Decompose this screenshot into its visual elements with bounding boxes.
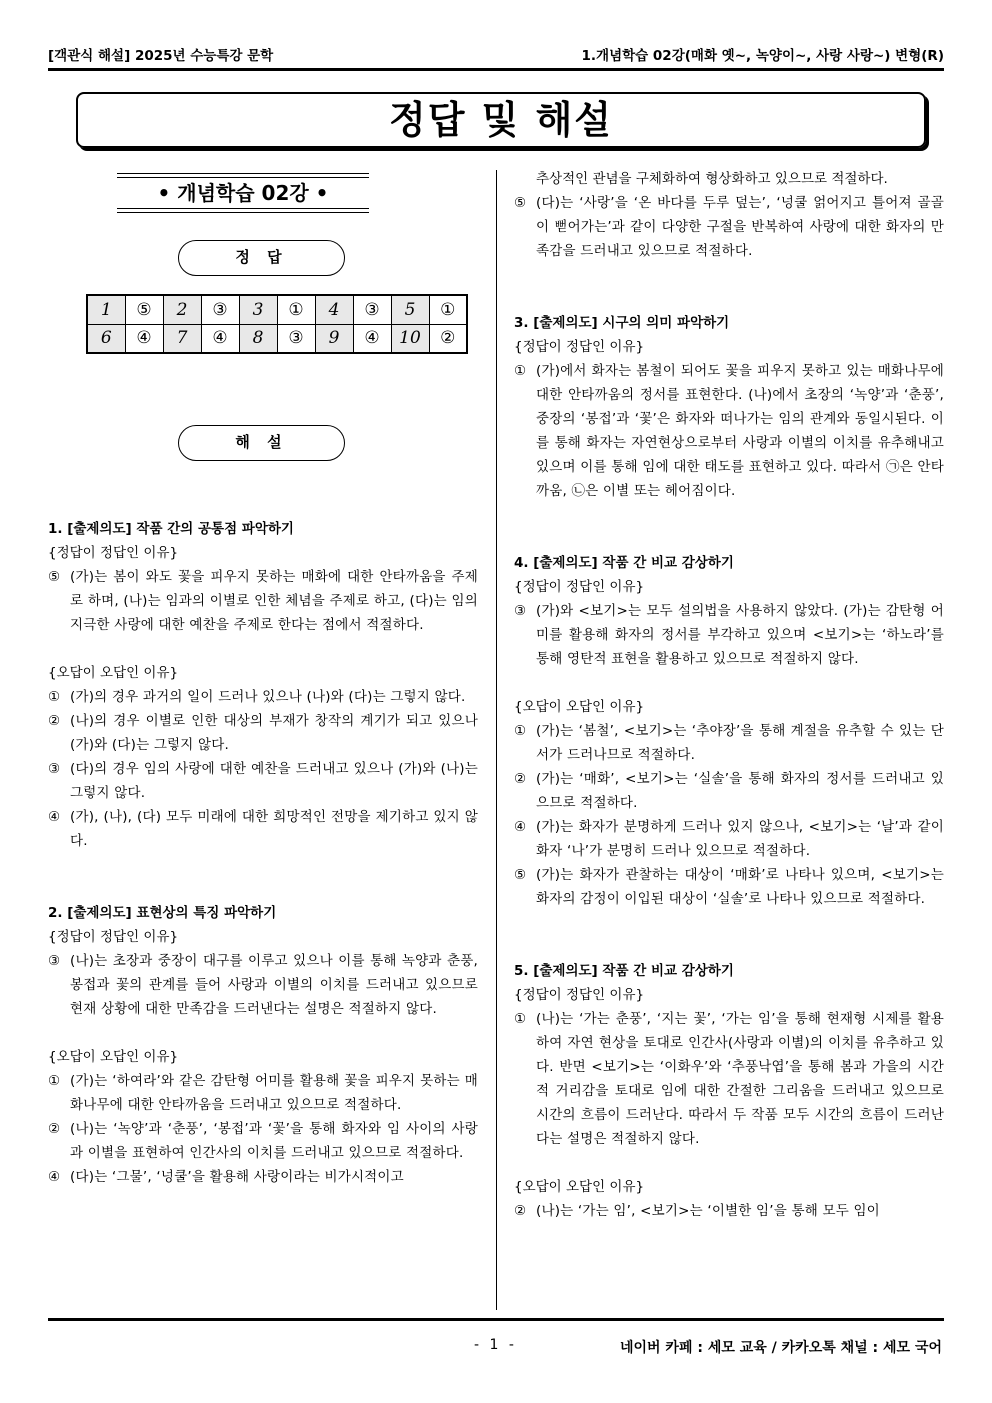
- q3-correct-label: {정답이 정답인 이유}: [514, 339, 645, 355]
- header-left: [객관식 해설] 2025년 수능특강 문학: [48, 48, 274, 64]
- footer-rule: [48, 1318, 944, 1321]
- q3-correct-item: [514, 359, 944, 503]
- choice-marker: ②: [48, 1121, 61, 1137]
- answer-row: [87, 324, 467, 353]
- choice-marker: ①: [514, 1011, 527, 1027]
- answer-value: ④: [353, 324, 391, 353]
- page-number: - 1 -: [474, 1337, 517, 1353]
- q4-wrong-item: [514, 815, 944, 863]
- explanation-label: 해 설: [178, 425, 345, 461]
- choice-marker: ④: [514, 819, 527, 835]
- answer-label: 정 답: [178, 240, 345, 276]
- q2-wrong-item: [48, 1117, 478, 1165]
- question-number: 3: [239, 295, 277, 324]
- q2-correct-item: [48, 949, 478, 1021]
- answer-value: ②: [429, 324, 467, 353]
- q1-title: 1. [출제의도] 작품 간의 공통점 파악하기: [48, 521, 294, 537]
- q2-wrong-item: [48, 1165, 478, 1189]
- q1-wrong-item: [48, 805, 478, 853]
- q1-correct-label: {정답이 정답인 이유}: [48, 545, 179, 561]
- choice-text: (가)는 ‘하여라’와 같은 감탄형 어미를 활용해 꽃을 피우지 못하는 매화나무에 대한 안타까움을 드러내고 있으므로 적절하다.: [70, 1073, 478, 1113]
- choice-text: (나)의 경우 이별로 인한 대상의 부재가 창작의 계기가 되고 있으나 (가)와 (다)는 그렇지 않다.: [70, 713, 478, 753]
- choice-marker: ③: [514, 603, 527, 619]
- choice-marker: ①: [514, 723, 527, 739]
- choice-marker: ②: [514, 1203, 527, 1219]
- question-number: 4: [315, 295, 353, 324]
- choice-text: (가)에서 화자는 봄철이 되어도 꽃을 피우지 못하고 있는 매화나무에 대한 안타까움의 정서를 표현한다. (나)에서 초장의 ‘녹양’과 ‘춘풍’, 중장의 ‘봉접’과 ‘꽃’은 화자와 떠나가는 임의 관계와 동일시된다. 이를 통해 화자는 자연현상으로부터 사랑과 이별의 이치를 유추해내고 있으며 이를 통해 임에 대한 태도를 표현하고 있다. 따라서 ㉠은 안타까움, ㉡은 이별 또는 헤어짐이다.: [536, 363, 944, 499]
- q2-wrong-label: {오답이 오답인 이유}: [48, 1049, 179, 1065]
- q4-wrong-item: [514, 767, 944, 815]
- q3-title: 3. [출제의도] 시구의 의미 파악하기: [514, 315, 730, 331]
- choice-marker: ⑤: [514, 867, 527, 883]
- choice-marker: ④: [48, 1169, 61, 1185]
- answer-value: ④: [125, 324, 163, 353]
- header-right: 1.개념학습 02강(매화 옛~, 녹양이~, 사랑 사랑~) 변형(R): [581, 48, 944, 64]
- q1-wrong-item: [48, 709, 478, 757]
- q2-wrong-item: [48, 1069, 478, 1117]
- answer-value: ③: [277, 324, 315, 353]
- left-column: [48, 517, 478, 1189]
- choice-text: (가)는 화자가 분명하게 드러나 있지 않으나, <보기>는 ‘날’과 같이 화자 ‘나’가 분명히 드러나 있으므로 적절하다.: [536, 819, 944, 859]
- answer-row: [87, 295, 467, 324]
- choice-marker: ②: [48, 713, 61, 729]
- choice-text: (가)는 봄이 와도 꽃을 피우지 못하는 매화에 대한 안타까움을 주제로 하며, (나)는 임과의 이별로 인한 체념을 주제로 하고, (다)는 임의 지극한 사랑에 대한 예찬을 주제로 한다는 점에서 적절하다.: [70, 569, 478, 633]
- footer-credit: 네이버 카페 : 세모 교육 / 카카오톡 채널 : 세모 국어: [619, 1340, 942, 1356]
- choice-text: (가)는 ‘봄철’, <보기>는 ‘추야장’을 통해 계절을 유추할 수 있는 단서가 드러나므로 적절하다.: [536, 723, 944, 763]
- choice-marker: ①: [48, 1073, 61, 1089]
- question-number: 7: [163, 324, 201, 353]
- q2-correct-label: {정답이 정답인 이유}: [48, 929, 179, 945]
- choice-text: (나)는 ‘녹양’과 ‘춘풍’, ‘봉접’과 ‘꽃’을 통해 화자와 임 사이의 사랑과 이별을 표현하여 인간사의 이치를 드러내고 있으므로 적절하다.: [70, 1121, 478, 1161]
- q4-correct-label: {정답이 정답인 이유}: [514, 579, 645, 595]
- right-column: [514, 167, 944, 1223]
- answer-value: ③: [201, 295, 239, 324]
- q5-wrong-item: [514, 1199, 944, 1223]
- choice-text: (나)는 ‘가는 춘풍’, ‘지는 꽃’, ‘가는 임’을 통해 현재형 시제를 활용하여 자연 현상을 토대로 인간사(사랑과 이별)의 이치를 유추하고 있다. 반면 <보기>는 ‘이화우’와 ‘추풍낙엽’을 통해 봄과 가을의 시간적 거리감을 토대로 임에 대한 간절한 그리움을 드러내고 있으므로 시간의 흐름이 드러난다. 따라서 두 작품 모두 시간의 흐름이 드러난다는 설명은 적절하지 않다.: [536, 1011, 944, 1147]
- choice-marker: ⑤: [514, 195, 527, 211]
- q2-wrong-item: [514, 191, 944, 263]
- q5-correct-label: {정답이 정답인 이유}: [514, 987, 645, 1003]
- q1-wrong-item: [48, 685, 478, 709]
- choice-text: (가)의 경우 과거의 일이 드러나 있으나 (나)와 (다)는 그렇지 않다.: [70, 689, 466, 705]
- choice-marker: ⑤: [48, 569, 61, 585]
- choice-text: (나)는 초장과 중장이 대구를 이루고 있으나 이를 통해 녹양과 춘풍, 봉접과 꽃의 관계를 들어 사랑과 이별의 이치를 드러내고 있으므로 현재 상황에 대한 만족감을 드러낸다는 설명은 적절하지 않다.: [70, 953, 478, 1017]
- choice-text: (다)는 ‘사랑’을 ‘온 바다를 두루 덮는’, ‘넝쿨 얽어지고 틀어져 골골이 뻗어가는’과 같이 다양한 구절을 반복하여 사랑에 대한 화자의 만족감을 드러내고 있으므로 적절하다.: [536, 195, 944, 259]
- question-number: 1: [87, 295, 125, 324]
- answer-value: ③: [353, 295, 391, 324]
- choice-text: (가)와 <보기>는 모두 설의법을 사용하지 않았다. (가)는 감탄형 어미를 활용해 화자의 정서를 부각하고 있으며 <보기>는 ‘하노라’를 통해 영탄적 표현을 활용하고 있으므로 적절하지 않다.: [536, 603, 944, 667]
- q4-correct-item: [514, 599, 944, 671]
- q5-title: 5. [출제의도] 작품 간 비교 감상하기: [514, 963, 734, 979]
- question-number: 10: [391, 324, 429, 353]
- choice-text: (가)는 ‘매화’, <보기>는 ‘실솔’을 통해 화자의 정서를 드러내고 있으므로 적절하다.: [536, 771, 944, 811]
- choice-text: (다)의 경우 임의 사랑에 대한 예찬을 드러내고 있으나 (가)와 (나)는 그렇지 않다.: [70, 761, 478, 801]
- choice-marker: ①: [48, 689, 61, 705]
- q1-wrong-item: [48, 757, 478, 805]
- choice-marker: ③: [48, 953, 61, 969]
- question-number: 6: [87, 324, 125, 353]
- q5-wrong-label: {오답이 오답인 이유}: [514, 1179, 645, 1195]
- choice-text: (가)는 화자가 관찰하는 대상이 ‘매화’로 나타나 있으며, <보기>는 화자의 감정이 이입된 대상이 ‘실솔’로 나타나 있으므로 적절하다.: [536, 867, 944, 907]
- q4-title: 4. [출제의도] 작품 간 비교 감상하기: [514, 555, 734, 571]
- question-number: 2: [163, 295, 201, 324]
- choice-text: (나)는 ‘가는 임’, <보기>는 ‘이별한 임’을 통해 모두 임이: [536, 1203, 880, 1219]
- answer-value: ①: [429, 295, 467, 324]
- q1-wrong-label: {오답이 오답인 이유}: [48, 665, 179, 681]
- choice-marker: ④: [48, 809, 61, 825]
- answer-table: [86, 294, 468, 354]
- header-rule: [48, 68, 944, 71]
- q5-correct-item: [514, 1007, 944, 1151]
- q4-wrong-item: [514, 863, 944, 911]
- choice-text: (가), (나), (다) 모두 미래에 대한 희망적인 전망을 제기하고 있지 않다.: [70, 809, 478, 849]
- choice-marker: ③: [48, 761, 61, 777]
- question-number: 9: [315, 324, 353, 353]
- q2-title: 2. [출제의도] 표현상의 특징 파악하기: [48, 905, 277, 921]
- choice-marker: ①: [514, 363, 527, 379]
- page-title: 정답 및 해설: [76, 92, 926, 148]
- choice-marker: ②: [514, 771, 527, 787]
- q4-wrong-label: {오답이 오답인 이유}: [514, 699, 645, 715]
- section-title: • 개념학습 02강 •: [117, 173, 369, 213]
- q4-wrong-item: [514, 719, 944, 767]
- question-number: 8: [239, 324, 277, 353]
- column-divider: [496, 170, 497, 1310]
- choice-text: (다)는 ‘그물’, ‘넝쿨’을 활용해 사랑이라는 비가시적이고: [70, 1169, 404, 1185]
- q1-correct-item: [48, 565, 478, 637]
- answer-value: ⑤: [125, 295, 163, 324]
- question-number: 5: [391, 295, 429, 324]
- answer-value: ④: [201, 324, 239, 353]
- answer-value: ①: [277, 295, 315, 324]
- continued-text: 추상적인 관념을 구체화하여 형상화하고 있으므로 적절하다.: [536, 171, 888, 187]
